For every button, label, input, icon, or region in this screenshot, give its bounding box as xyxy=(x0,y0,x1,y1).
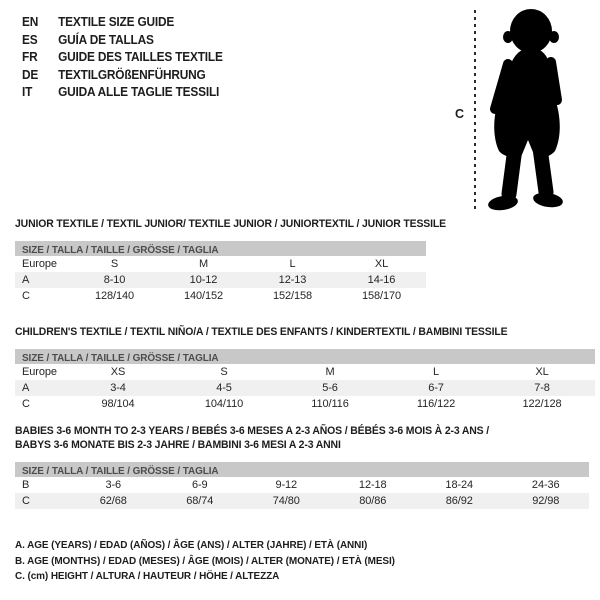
footnote-age-months: B. AGE (MONTHS) / EDAD (MESES) / ÂGE (MOIS) / ALTER (MONATE) / ETÀ (MESI) xyxy=(15,554,395,567)
cell-value: 152/158 xyxy=(272,290,313,302)
language-row xyxy=(22,67,223,85)
cell-value: M xyxy=(325,366,335,378)
footnote-age-years: A. AGE (YEARS) / EDAD (AÑOS) / ÂGE (ANS) / ALTER (JAHRE) / ETÀ (ANNI) xyxy=(15,539,368,551)
table-row xyxy=(15,477,589,493)
cell-value: XL xyxy=(374,258,389,270)
size-header-bar xyxy=(15,349,595,364)
cell-value: S xyxy=(220,366,228,378)
cell-value: XL xyxy=(535,366,549,378)
table-title xyxy=(15,424,589,452)
row-label: C xyxy=(22,398,30,410)
cell-value: 18-24 xyxy=(445,479,474,491)
cell-value: 110/116 xyxy=(311,398,349,410)
table-row xyxy=(15,272,426,288)
cell-value: 6-7 xyxy=(428,382,444,394)
row-label: Europe xyxy=(22,366,57,378)
cell-value: 9-12 xyxy=(275,479,298,491)
cell-value: L xyxy=(289,258,296,270)
cell-value: 8-10 xyxy=(103,274,126,286)
cell-value: 7-8 xyxy=(534,382,550,394)
cell-value: 158/170 xyxy=(361,290,402,302)
cell-value: 24-36 xyxy=(531,479,560,491)
table-row xyxy=(15,364,595,380)
row-label: C xyxy=(22,495,30,507)
table-title xyxy=(15,217,446,231)
cell-value: 14-16 xyxy=(367,274,396,286)
cell-value: 80/86 xyxy=(359,495,387,507)
cell-value: 128/140 xyxy=(94,290,135,302)
cell-value: 6-9 xyxy=(191,479,208,491)
cell-value: 4-5 xyxy=(216,382,232,394)
size-header-text: SIZE / TALLA / TAILLE / GRÖSSE / TAGLIA xyxy=(22,244,219,256)
table-title-line: JUNIOR TEXTILE / TEXTIL JUNIOR/ TEXTILE JUNIOR / JUNIORTEXTIL / JUNIOR TESSILE xyxy=(15,218,446,230)
language-row xyxy=(22,14,223,32)
cell-value: 98/104 xyxy=(101,398,135,410)
cell-value: 122/128 xyxy=(522,398,562,410)
language-code: EN xyxy=(22,15,39,29)
language-title: GUIDA ALLE TAGLIE TESSILI xyxy=(58,85,220,99)
cell-value: XS xyxy=(110,366,126,378)
cell-value: 12-18 xyxy=(358,479,387,491)
language-code: DE xyxy=(22,67,39,82)
table-row xyxy=(15,396,595,412)
size-header-text: SIZE / TALLA / TAILLE / GRÖSSE / TAGLIA xyxy=(22,352,219,364)
cell-value: S xyxy=(110,258,119,270)
height-measure-label: C xyxy=(455,107,465,121)
footnote-height: C. (cm) HEIGHT / ALTURA / HAUTEUR / HÖHE / ALTEZZA xyxy=(15,570,280,582)
size-header-bar xyxy=(15,241,426,256)
cell-value: 116/122 xyxy=(416,398,456,410)
table-row xyxy=(15,380,595,396)
table-row xyxy=(15,493,589,509)
cell-value: M xyxy=(198,258,209,270)
table-title-line: CHILDREN'S TEXTILE / TEXTIL NIÑO/A / TEXTILE DES ENFANTS / KINDERTEXTIL / BAMBINI TESSILE xyxy=(15,326,508,338)
row-label: A xyxy=(22,274,30,286)
table-row xyxy=(15,256,426,272)
language-row xyxy=(22,49,223,67)
language-code: FR xyxy=(22,50,38,64)
language-code: ES xyxy=(22,32,38,47)
table-row xyxy=(15,288,426,304)
cell-value: 140/152 xyxy=(183,290,224,302)
cell-value: 10-12 xyxy=(189,274,218,286)
junior-size-table xyxy=(15,217,446,304)
cell-value: 68/74 xyxy=(186,495,214,507)
language-title: GUÍA DE TALLAS xyxy=(58,32,154,47)
children-size-table xyxy=(15,325,595,412)
size-header-text: SIZE / TALLA / TAILLE / GRÖSSE / TAGLIA xyxy=(22,465,219,477)
row-label: C xyxy=(22,290,30,302)
language-title-list xyxy=(22,14,233,102)
language-title: GUIDE DES TAILLES TEXTILE xyxy=(58,50,223,64)
height-measure-dashed-line xyxy=(474,10,476,210)
table-title-line: BABIES 3-6 MONTH TO 2-3 YEARS / BEBÉS 3-6 MESES A 2-3 AÑOS / BÉBÉS 3-6 MOIS À 2-3 ANS / xyxy=(15,425,490,437)
cell-value: 92/98 xyxy=(532,495,560,507)
babies-size-table xyxy=(15,424,589,509)
row-label: A xyxy=(22,382,30,394)
row-label: B xyxy=(22,479,30,491)
cell-value: 104/110 xyxy=(204,398,244,410)
cell-value: 5-6 xyxy=(322,382,338,394)
cell-value: L xyxy=(432,366,440,378)
cell-value: 3-6 xyxy=(105,479,122,491)
cell-value: 12-13 xyxy=(278,274,307,286)
table-title xyxy=(15,325,595,339)
language-code: IT xyxy=(22,85,33,99)
language-row xyxy=(22,32,223,50)
language-title: TEXTILGRÖßENFÜHRUNG xyxy=(58,67,206,82)
legend-footnotes xyxy=(15,538,415,585)
language-row xyxy=(22,84,223,102)
language-title: TEXTILE SIZE GUIDE xyxy=(58,15,175,29)
cell-value: 62/68 xyxy=(99,495,127,507)
baby-silhouette-icon xyxy=(484,6,570,212)
size-header-bar xyxy=(15,462,589,477)
cell-value: 74/80 xyxy=(272,495,300,507)
table-title-line: BABYS 3-6 MONATE BIS 2-3 JAHRE / BAMBINI 3-6 MESI A 2-3 ANNI xyxy=(15,439,341,451)
row-label: Europe xyxy=(22,258,57,270)
cell-value: 3-4 xyxy=(110,382,126,394)
cell-value: 86/92 xyxy=(445,495,473,507)
